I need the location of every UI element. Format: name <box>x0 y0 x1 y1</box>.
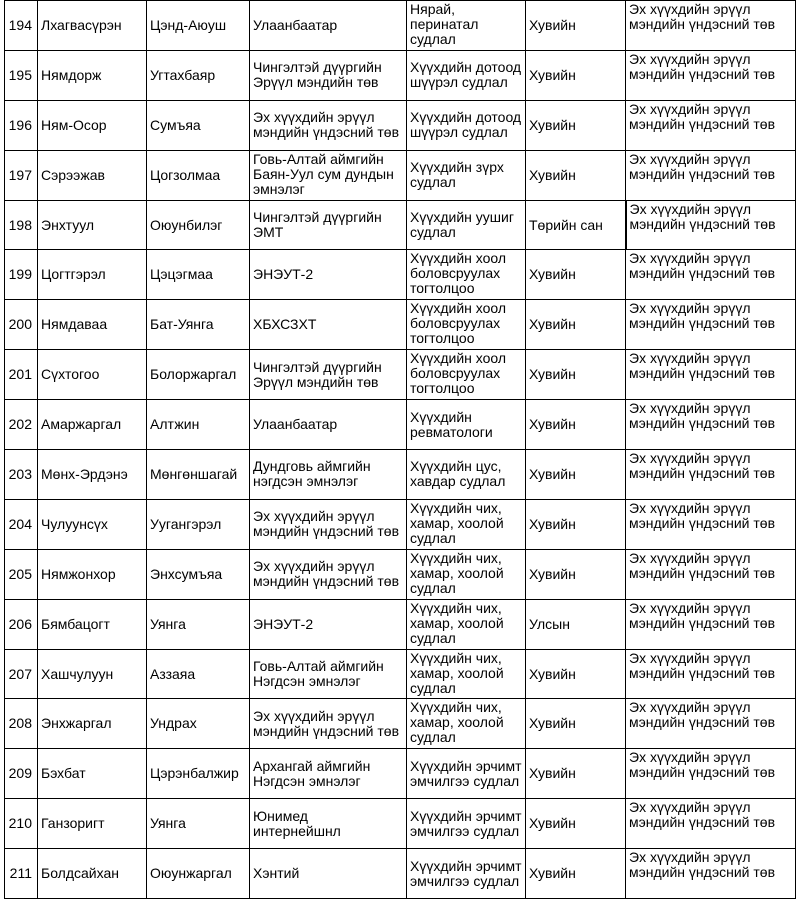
training-site-cell: Эх хүүхдийн эрүүл мэндийн үндэсний төв <box>626 1 796 51</box>
workplace-cell: Чингэлтэй дүүргийн Эрүүл мэндийн төв <box>250 350 407 400</box>
row-number: 195 <box>5 50 38 100</box>
row-number: 199 <box>5 250 38 300</box>
funding-cell: Хувийн <box>526 250 626 300</box>
workplace-cell: ЭНЭУТ-2 <box>250 599 407 649</box>
given-name-cell: Оюунжаргал <box>147 849 250 899</box>
given-name-cell: Ундрах <box>147 699 250 749</box>
row-number: 197 <box>5 150 38 200</box>
funding-cell: Хувийн <box>526 100 626 150</box>
specialty-cell: Хүүхдийн ревматологи <box>407 400 526 450</box>
table-row <box>5 649 796 699</box>
funding-cell: Хувийн <box>526 300 626 350</box>
funding-cell: Хувийн <box>526 450 626 500</box>
surname-cell: Сүхтогоо <box>38 350 147 400</box>
training-site-cell: Эх хүүхдийн эрүүл мэндийн үндэсний төв <box>626 350 796 400</box>
table-row <box>5 150 796 200</box>
funding-cell: Хувийн <box>526 1 626 51</box>
funding-cell: Хувийн <box>526 549 626 599</box>
funding-cell: Төрийн сан <box>526 200 626 250</box>
table-row <box>5 1 796 51</box>
training-site-cell: Эх хүүхдийн эрүүл мэндийн үндэсний төв <box>626 699 796 749</box>
workplace-cell: Чингэлтэй дүүргийн Эрүүл мэндийн төв <box>250 50 407 100</box>
surname-cell: Бэхбат <box>38 749 147 799</box>
training-site-cell: Эх хүүхдийн эрүүл мэндийн үндэсний төв <box>626 549 796 599</box>
training-site-cell: Эх хүүхдийн эрүүл мэндийн үндэсний төв <box>626 749 796 799</box>
training-site-cell: Эх хүүхдийн эрүүл мэндийн үндэсний төв <box>626 499 796 549</box>
given-name-cell: Цэнд-Аюуш <box>147 1 250 51</box>
table-row <box>5 300 796 350</box>
given-name-cell: Цэрэнбалжир <box>147 749 250 799</box>
specialty-cell: Хүүхдийн чих, хамар, хоолой судлал <box>407 699 526 749</box>
row-number: 194 <box>5 1 38 51</box>
funding-cell: Хувийн <box>526 649 626 699</box>
workplace-cell: Хэнтий <box>250 849 407 899</box>
specialty-cell: Хүүхдийн зүрх судлал <box>407 150 526 200</box>
table-row <box>5 100 796 150</box>
surname-cell: Мөнх-Эрдэнэ <box>38 450 147 500</box>
workplace-cell: Чингэлтэй дүүргийн ЭМТ <box>250 200 407 250</box>
given-name-cell: Уянга <box>147 599 250 649</box>
specialty-cell: Нярай, перинатал судлал <box>407 1 526 51</box>
table-row <box>5 549 796 599</box>
funding-cell: Улсын <box>526 599 626 649</box>
table-row <box>5 799 796 849</box>
specialty-cell: Хүүхдийн хоол боловсруулах тогтолцоо <box>407 250 526 300</box>
funding-cell: Хувийн <box>526 400 626 450</box>
surname-cell: Нямдорж <box>38 50 147 100</box>
row-number: 207 <box>5 649 38 699</box>
residents-table <box>4 0 796 899</box>
workplace-cell: Говь-Алтай аймгийн Нэгдсэн эмнэлэг <box>250 649 407 699</box>
surname-cell: Ням-Осор <box>38 100 147 150</box>
row-number: 204 <box>5 499 38 549</box>
training-site-cell: Эх хүүхдийн эрүүл мэндийн үндэсний төв <box>626 300 796 350</box>
specialty-cell: Хүүхдийн чих, хамар, хоолой судлал <box>407 599 526 649</box>
funding-cell: Хувийн <box>526 499 626 549</box>
row-number: 211 <box>5 849 38 899</box>
specialty-cell: Хүүхдийн эрчимт эмчилгээ судлал <box>407 849 526 899</box>
training-site-cell: Эх хүүхдийн эрүүл мэндийн үндэсний төв <box>626 250 796 300</box>
table-body <box>5 1 796 899</box>
specialty-cell: Хүүхдийн чих, хамар, хоолой судлал <box>407 499 526 549</box>
row-number: 206 <box>5 599 38 649</box>
row-number: 202 <box>5 400 38 450</box>
surname-cell: Амаржаргал <box>38 400 147 450</box>
given-name-cell: Бат-Уянга <box>147 300 250 350</box>
surname-cell: Сэрээжав <box>38 150 147 200</box>
surname-cell: Энхжаргал <box>38 699 147 749</box>
surname-cell: Чулуунсүх <box>38 499 147 549</box>
row-number: 209 <box>5 749 38 799</box>
training-site-cell: Эх хүүхдийн эрүүл мэндийн үндэсний төв <box>626 450 796 500</box>
given-name-cell: Энхсумъяа <box>147 549 250 599</box>
surname-cell: Нямдаваа <box>38 300 147 350</box>
row-number: 208 <box>5 699 38 749</box>
row-number: 201 <box>5 350 38 400</box>
training-site-cell: Эх хүүхдийн эрүүл мэндийн үндэсний төв <box>626 100 796 150</box>
training-site-cell: Эх хүүхдийн эрүүл мэндийн үндэсний төв <box>626 649 796 699</box>
row-number: 205 <box>5 549 38 599</box>
workplace-cell: Говь-Алтай аймгийн Баян-Уул сум дундын эмнэлэг <box>250 150 407 200</box>
row-number: 198 <box>5 200 38 250</box>
funding-cell: Хувийн <box>526 50 626 100</box>
table-row <box>5 50 796 100</box>
given-name-cell: Цэцэгмаа <box>147 250 250 300</box>
surname-cell: Болдсайхан <box>38 849 147 899</box>
table-row <box>5 849 796 899</box>
workplace-cell: ХБХСЗХТ <box>250 300 407 350</box>
funding-cell: Хувийн <box>526 150 626 200</box>
table-row <box>5 450 796 500</box>
given-name-cell: Уянга <box>147 799 250 849</box>
given-name-cell: Оюунбилэг <box>147 200 250 250</box>
specialty-cell: Хүүхдийн хоол боловсруулах тогтолцоо <box>407 300 526 350</box>
table-row <box>5 599 796 649</box>
surname-cell: Ганзоригт <box>38 799 147 849</box>
specialty-cell: Хүүхдийн эрчимт эмчилгээ судлал <box>407 799 526 849</box>
specialty-cell: Хүүхдийн уушиг судлал <box>407 200 526 250</box>
row-number: 200 <box>5 300 38 350</box>
table-row <box>5 499 796 549</box>
given-name-cell: Цогзолмаа <box>147 150 250 200</box>
surname-cell: Энхтуул <box>38 200 147 250</box>
surname-cell: Лхагвасүрэн <box>38 1 147 51</box>
surname-cell: Цогтгэрэл <box>38 250 147 300</box>
specialty-cell: Хүүхдийн дотоод шүүрэл судлал <box>407 100 526 150</box>
surname-cell: Хашчулуун <box>38 649 147 699</box>
workplace-cell: Эх хүүхдийн эрүүл мэндийн үндэсний төв <box>250 100 407 150</box>
table-row <box>5 749 796 799</box>
training-site-cell: Эх хүүхдийн эрүүл мэндийн үндэсний төв <box>626 849 796 899</box>
given-name-cell: Болоржаргал <box>147 350 250 400</box>
surname-cell: Бямбацогт <box>38 599 147 649</box>
workplace-cell: Эх хүүхдийн эрүүл мэндийн үндэсний төв <box>250 549 407 599</box>
training-site-cell: Эх хүүхдийн эрүүл мэндийн үндэсний төв <box>626 799 796 849</box>
workplace-cell: ЭНЭУТ-2 <box>250 250 407 300</box>
training-site-cell: Эх хүүхдийн эрүүл мэндийн үндэсний төв <box>626 599 796 649</box>
specialty-cell: Хүүхдийн хоол боловсруулах тогтолцоо <box>407 350 526 400</box>
training-site-cell: Эх хүүхдийн эрүүл мэндийн үндэсний төв <box>626 50 796 100</box>
row-number: 203 <box>5 450 38 500</box>
table-row <box>5 200 796 250</box>
specialty-cell: Хүүхдийн чих, хамар, хоолой судлал <box>407 649 526 699</box>
row-number: 210 <box>5 799 38 849</box>
training-site-cell: Эх хүүхдийн эрүүл мэндийн үндэсний төв <box>626 400 796 450</box>
training-site-cell: Эх хүүхдийн эрүүл мэндийн үндэсний төв <box>626 150 796 200</box>
funding-cell: Хувийн <box>526 350 626 400</box>
table-row <box>5 699 796 749</box>
specialty-cell: Хүүхдийн цус, хавдар судлал <box>407 450 526 500</box>
funding-cell: Хувийн <box>526 699 626 749</box>
given-name-cell: Мөнгөншагай <box>147 450 250 500</box>
surname-cell: Нямжонхор <box>38 549 147 599</box>
given-name-cell: Алтжин <box>147 400 250 450</box>
given-name-cell: Аззаяа <box>147 649 250 699</box>
training-site-cell: Эх хүүхдийн эрүүл мэндийн үндэсний төв <box>626 200 796 250</box>
given-name-cell: Уугангэрэл <box>147 499 250 549</box>
row-number: 196 <box>5 100 38 150</box>
workplace-cell: Архангай аймгийн Нэгдсэн эмнэлэг <box>250 749 407 799</box>
workplace-cell: Дундговь аймгийн нэгдсэн эмнэлэг <box>250 450 407 500</box>
given-name-cell: Сумъяа <box>147 100 250 150</box>
specialty-cell: Хүүхдийн дотоод шүүрэл судлал <box>407 50 526 100</box>
funding-cell: Хувийн <box>526 849 626 899</box>
funding-cell: Хувийн <box>526 749 626 799</box>
workplace-cell: Эх хүүхдийн эрүүл мэндийн үндэсний төв <box>250 499 407 549</box>
table-row <box>5 350 796 400</box>
table-row <box>5 250 796 300</box>
table-row <box>5 400 796 450</box>
workplace-cell: Улаанбаатар <box>250 400 407 450</box>
workplace-cell: Улаанбаатар <box>250 1 407 51</box>
given-name-cell: Угтахбаяр <box>147 50 250 100</box>
workplace-cell: Юнимед интернейшнл <box>250 799 407 849</box>
workplace-cell: Эх хүүхдийн эрүүл мэндийн үндэсний төв <box>250 699 407 749</box>
specialty-cell: Хүүхдийн чих, хамар, хоолой судлал <box>407 549 526 599</box>
funding-cell: Хувийн <box>526 799 626 849</box>
specialty-cell: Хүүхдийн эрчимт эмчилгээ судлал <box>407 749 526 799</box>
